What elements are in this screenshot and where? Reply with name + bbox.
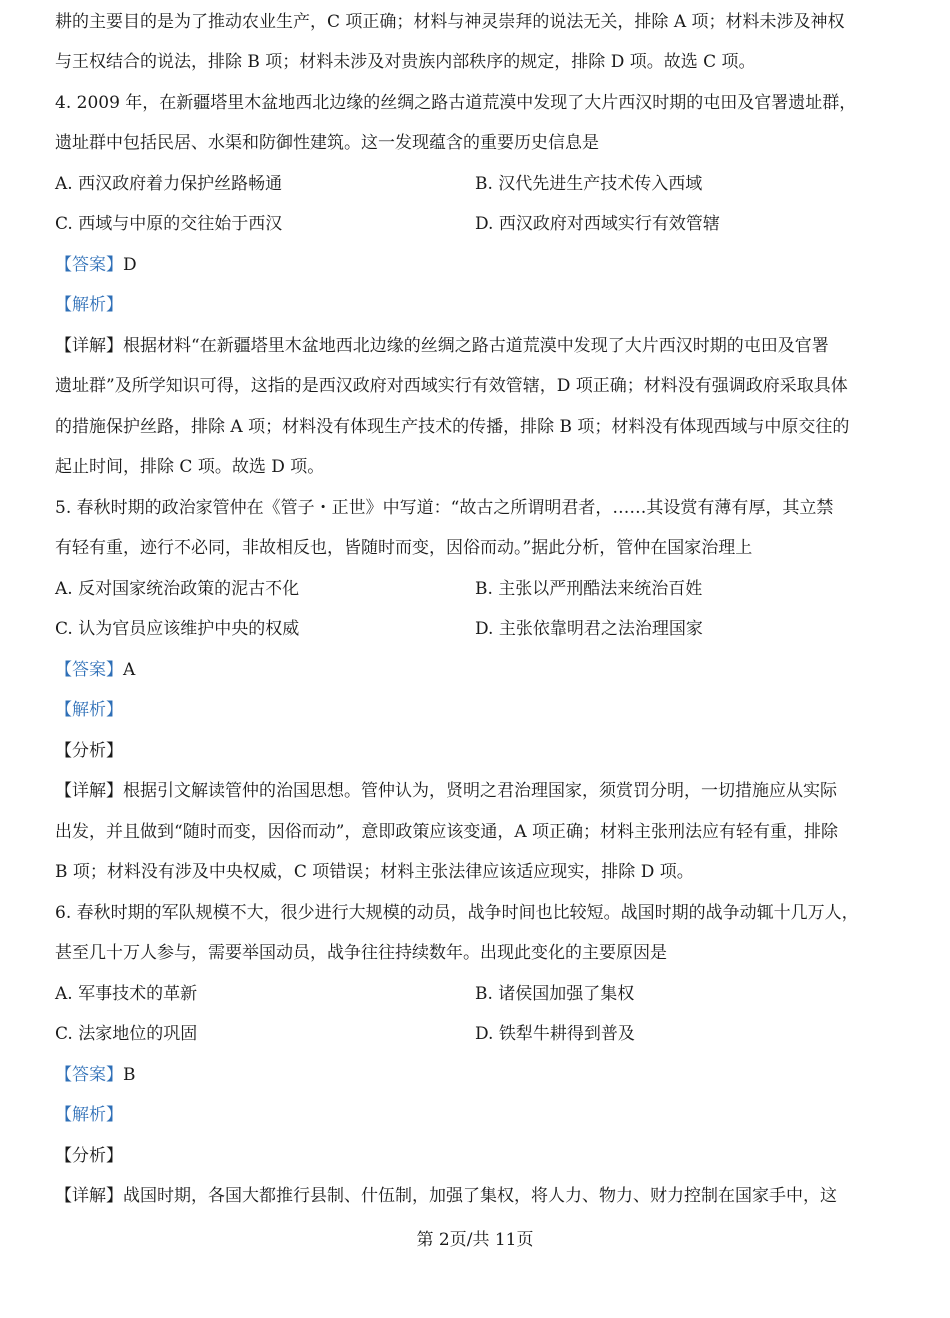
q5-detail-text-1: 根据引文解读管仲的治国思想。管仲认为，贤明之君治理国家，须赏罚分明，一切措施应从实际 <box>123 781 837 801</box>
q6-option-b: B. 诸侯国加强了集权 <box>475 984 635 1004</box>
q5-detail-line-3: B 项；材料没有涉及中央权威，C 项错误；材料主张法律应该适应现实，排除 D 项。 <box>55 862 694 882</box>
q4-detail-tag: 【详解】 <box>55 336 123 356</box>
q5-fenxi-tag: 【分析】 <box>55 741 123 761</box>
q6-option-d: D. 铁犁牛耕得到普及 <box>475 1024 635 1044</box>
prev-detail-line-1: 耕的主要目的是为了推动农业生产，C 项正确；材料与神灵崇拜的说法无关，排除 A 项；材料未涉及神权 <box>55 12 845 32</box>
q5-option-c: C. 认为官员应该维护中央的权威 <box>55 619 300 639</box>
q4-option-d: D. 西汉政府对西域实行有效管辖 <box>475 214 720 234</box>
q6-answer-row <box>55 1063 900 1087</box>
q5-analysis-tag: 【解析】 <box>55 700 123 720</box>
q4-detail-line-1 <box>55 334 900 358</box>
q6-fenxi-tag: 【分析】 <box>55 1146 123 1166</box>
q4-option-b: B. 汉代先进生产技术传入西域 <box>475 174 703 194</box>
q4-analysis-tag: 【解析】 <box>55 295 123 315</box>
q5-detail-line-2: 出发，并且做到“随时而变，因俗而动”，意即政策应该变通，A 项正确；材料主张刑法应有轻有重，排除 <box>55 822 839 842</box>
q5-option-a: A. 反对国家统治政策的泥古不化 <box>55 579 300 599</box>
q5-detail-line-1 <box>55 779 900 803</box>
q4-answer-row <box>55 253 900 277</box>
q4-stem-line-1: 4. 2009 年，在新疆塔里木盆地西北边缘的丝绸之路古道荒漠中发现了大片西汉时期的屯田及官署遗址群， <box>55 93 857 113</box>
q6-answer-value: B <box>123 1065 136 1085</box>
q4-detail-line-4: 起止时间，排除 C 项。故选 D 项。 <box>55 457 325 477</box>
page-footer: 第 2页/共 11页 <box>416 1230 534 1250</box>
q4-detail-line-3: 的措施保护丝路，排除 A 项；材料没有体现生产技术的传播，排除 B 项；材料没有体现西域与中原交往的 <box>55 417 850 437</box>
q4-detail-text-1: 根据材料“在新疆塔里木盆地西北边缘的丝绸之路古道荒漠中发现了大片西汉时期的屯田及官署 <box>123 336 829 356</box>
q6-option-a: A. 军事技术的革新 <box>55 984 198 1004</box>
q6-answer-tag: 【答案】 <box>55 1065 123 1085</box>
q4-option-c: C. 西域与中原的交往始于西汉 <box>55 214 283 234</box>
q4-answer-value: D <box>123 255 137 275</box>
q5-stem-line-2: 有轻有重，迹行不必同，非故相反也，皆随时而变，因俗而动。”据此分析，管仲在国家治理上 <box>55 538 753 558</box>
q5-option-b: B. 主张以严刑酷法来统治百姓 <box>475 579 703 599</box>
q5-detail-tag: 【详解】 <box>55 781 123 801</box>
q5-stem-line-1: 5. 春秋时期的政治家管仲在《管子・正世》中写道：“故古之所谓明君者，……其设赏有薄有厚，其立禁 <box>55 498 834 518</box>
q6-option-c: C. 法家地位的巩固 <box>55 1024 198 1044</box>
q4-detail-line-2: 遗址群”及所学知识可得，这指的是西汉政府对西域实行有效管辖，D 项正确；材料没有强调政府采取具体 <box>55 376 848 396</box>
q6-detail-line-1 <box>55 1184 900 1208</box>
q6-detail-text-1: 战国时期，各国大都推行县制、什伍制，加强了集权，将人力、物力、财力控制在国家手中，这 <box>123 1186 837 1206</box>
q5-answer-row <box>55 658 900 682</box>
q6-stem-line-2: 甚至几十万人参与，需要举国动员，战争往往持续数年。出现此变化的主要原因是 <box>55 943 667 963</box>
q5-option-d: D. 主张依靠明君之法治理国家 <box>475 619 703 639</box>
q4-option-a: A. 西汉政府着力保护丝路畅通 <box>55 174 283 194</box>
q5-answer-value: A <box>123 660 136 680</box>
q5-answer-tag: 【答案】 <box>55 660 123 680</box>
q4-stem-line-2: 遗址群中包括民居、水渠和防御性建筑。这一发现蕴含的重要历史信息是 <box>55 133 599 153</box>
q6-stem-line-1: 6. 春秋时期的军队规模不大，很少进行大规模的动员，战争时间也比较短。战国时期的战争动辄十几万人， <box>55 903 859 923</box>
q6-analysis-tag: 【解析】 <box>55 1105 123 1125</box>
q4-answer-tag: 【答案】 <box>55 255 123 275</box>
q6-detail-tag: 【详解】 <box>55 1186 123 1206</box>
prev-detail-line-2: 与王权结合的说法，排除 B 项；材料未涉及对贵族内部秩序的规定，排除 D 项。故选 C 项。 <box>55 52 756 72</box>
